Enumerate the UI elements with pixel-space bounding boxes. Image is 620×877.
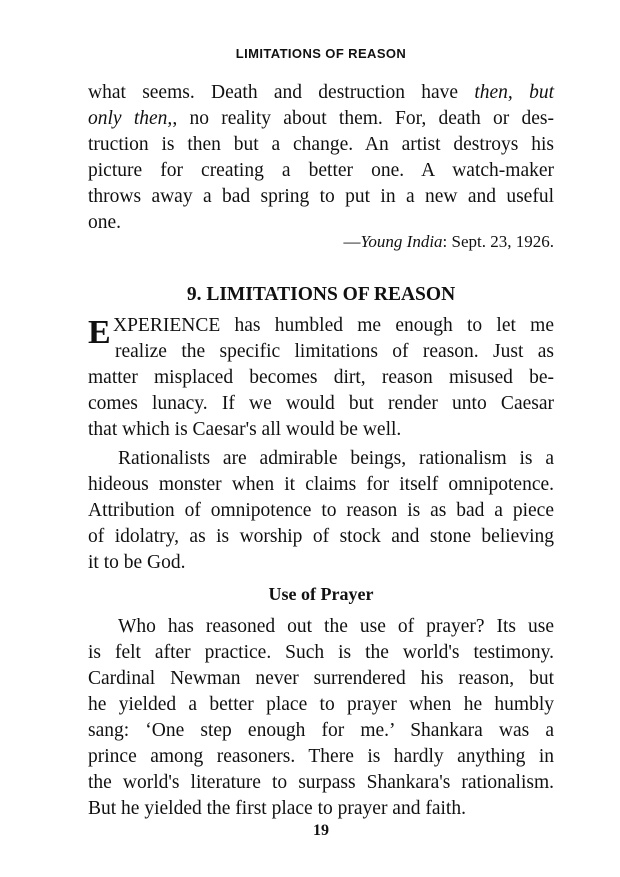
paragraph-4	[88, 614, 554, 822]
text-line: what seems. Death and destruction have then, but	[88, 82, 554, 103]
text-line: one.	[88, 212, 122, 233]
text-line: Attribution of omnipotence to reason is as bad a piece	[88, 500, 554, 521]
text-line: the world's literature to surpass Shankara's rationalism.	[88, 772, 554, 793]
text-line: picture for creating a better one. A watch-maker	[88, 160, 554, 181]
text-line: sang: ‘One step enough for me.’ Shankara was a	[88, 720, 554, 741]
text-line: XPERIENCE has humbled me enough to let me	[113, 315, 554, 336]
text-line: comes lunacy. If we would but render unto Caesar	[88, 393, 554, 414]
text-line: that which is Caesar's all would be well.	[88, 419, 402, 440]
paragraph-2	[88, 313, 554, 443]
text-line: prince among reasoners. There is hardly anything in	[88, 746, 554, 767]
text-line: he yielded a better place to prayer when he humbly	[88, 694, 554, 715]
text-line: matter misplaced becomes dirt, reason misused be-	[88, 367, 554, 388]
text-line: But he yielded the first place to prayer and faith.	[88, 798, 466, 819]
text-line: only then,, no reality about them. For, death or des-	[88, 108, 555, 129]
paragraph-3	[88, 446, 554, 576]
text-line: of idolatry, as is worship of stock and stone believing	[88, 526, 554, 547]
text-line: it to be God.	[88, 552, 186, 573]
paragraph-1	[88, 80, 554, 236]
text-line: is felt after practice. Such is the world's testimony.	[88, 642, 554, 663]
subheading: Use of Prayer	[268, 584, 374, 604]
text-line: Who has reasoned out the use of prayer? Its use	[118, 616, 554, 637]
running-head: LIMITATIONS OF REASON	[235, 46, 407, 61]
text-line: hideous monster when it claims for itself omnipotence.	[88, 474, 554, 495]
text-line: Rationalists are admirable beings, rationalism is a	[118, 448, 554, 469]
page-number: 19	[313, 822, 329, 839]
text-line: throws away a bad spring to put in a new and useful	[88, 186, 554, 207]
source-citation: —Young India: Sept. 23, 1926.	[343, 232, 554, 251]
text-line: truction is then but a change. An artist destroys his	[88, 134, 554, 155]
text-line: realize the specific limitations of reason. Just as	[115, 341, 554, 362]
section-title: 9. LIMITATIONS OF REASON	[186, 284, 456, 305]
book-page	[88, 0, 554, 877]
drop-cap: E	[88, 314, 111, 351]
text-line: Cardinal Newman never surrendered his reason, but	[88, 668, 554, 689]
